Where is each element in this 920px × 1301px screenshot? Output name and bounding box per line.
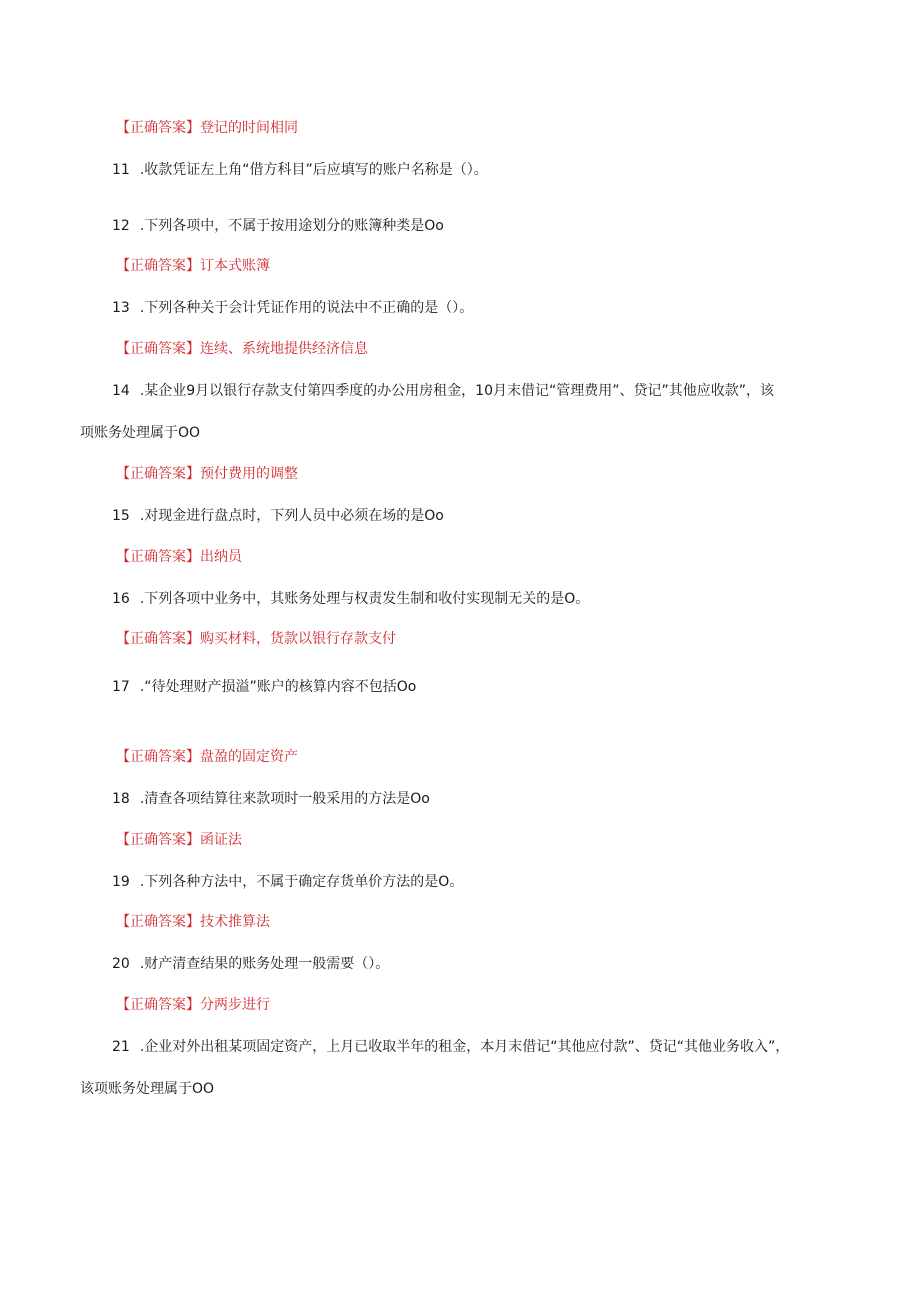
answer-label: 【正确答案】 (116, 258, 200, 274)
question-line (112, 589, 589, 609)
question-number: 20 (112, 956, 130, 972)
question-line (112, 872, 463, 892)
answer-label: 【正确答案】 (116, 832, 200, 848)
answer-line (116, 547, 242, 567)
answer-text: 技术推算法 (200, 914, 270, 930)
answer-text: 订本式账簿 (200, 258, 270, 274)
answer-line (116, 830, 242, 850)
question-line (112, 160, 488, 180)
question-text: .下列各种方法中，不属于确定存货单价方法的是O。 (139, 874, 464, 890)
answer-line (116, 747, 298, 767)
answer-label: 【正确答案】 (116, 631, 200, 647)
answer-label: 【正确答案】 (116, 549, 200, 565)
question-continuation: 项账务处理属于OO (80, 425, 201, 441)
question-number: 14 (112, 383, 130, 399)
question-text: .下列各种关于会计凭证作用的说法中不正确的是（）。 (139, 300, 474, 316)
answer-text: 购买材料，货款以银行存款支付 (200, 631, 396, 647)
question-number: 17 (112, 679, 130, 695)
question-text: .下列各项中，不属于按用途划分的账簿种类是Oo (139, 218, 444, 234)
question-line (112, 506, 444, 526)
question-number: 19 (112, 874, 130, 890)
answer-line (116, 339, 368, 359)
answer-text: 盘盈的固定资产 (200, 749, 298, 765)
question-line (112, 1037, 789, 1057)
question-text: .收款凭证左上角“借方科目”后应填写的账户名称是（）。 (139, 162, 488, 178)
answer-line (116, 912, 270, 932)
answer-label: 【正确答案】 (116, 341, 200, 357)
answer-label: 【正确答案】 (116, 997, 200, 1013)
answer-label: 【正确答案】 (116, 749, 200, 765)
answer-line (116, 118, 298, 138)
answer-text: 分两步进行 (200, 997, 270, 1013)
question-line (112, 789, 430, 809)
question-number: 15 (112, 508, 130, 524)
question-number: 12 (112, 218, 130, 234)
question-text: .企业对外出租某项固定资产，上月已收取半年的租金，本月末借记“其他应付款”、贷记“其他业务收入”， (139, 1039, 790, 1055)
answer-line (116, 995, 270, 1015)
question-line (112, 381, 774, 401)
question-number: 11 (112, 162, 130, 178)
question-text: .“待处理财产损溢”账户的核算内容不包括Oo (139, 679, 417, 695)
question-line (112, 216, 444, 236)
answer-line (116, 629, 396, 649)
answer-text: 预付费用的调整 (200, 466, 298, 482)
question-line (112, 677, 416, 697)
question-text: .清查各项结算往来款项时一般采用的方法是Oo (139, 791, 430, 807)
answer-label: 【正确答案】 (116, 914, 200, 930)
question-text: .下列各项中业务中，其账务处理与权责发生制和收付实现制无关的是O。 (139, 591, 590, 607)
question-line (112, 298, 473, 318)
question-number: 16 (112, 591, 130, 607)
question-number: 18 (112, 791, 130, 807)
question-text: .某企业9月以银行存款支付第四季度的办公用房租金，10月末借记“管理费用”、贷记”其他应收款”，该 (139, 383, 775, 399)
question-number: 13 (112, 300, 130, 316)
question-text: .对现金进行盘点时，下列人员中必须在场的是Oo (139, 508, 444, 524)
question-line (112, 954, 389, 974)
question-text: .财产清查结果的账务处理一般需要（）。 (139, 956, 390, 972)
answer-text: 登记的时间相同 (200, 120, 298, 136)
answer-label: 【正确答案】 (116, 466, 200, 482)
answer-line (116, 256, 270, 276)
question-number: 21 (112, 1039, 130, 1055)
answer-line (116, 464, 298, 484)
answer-text: 连续、系统地提供经济信息 (200, 341, 368, 357)
answer-text: 函证法 (200, 832, 242, 848)
answer-text: 出纳员 (200, 549, 242, 565)
question-continuation: 该项账务处理属于OO (80, 1081, 215, 1097)
answer-label: 【正确答案】 (116, 120, 200, 136)
